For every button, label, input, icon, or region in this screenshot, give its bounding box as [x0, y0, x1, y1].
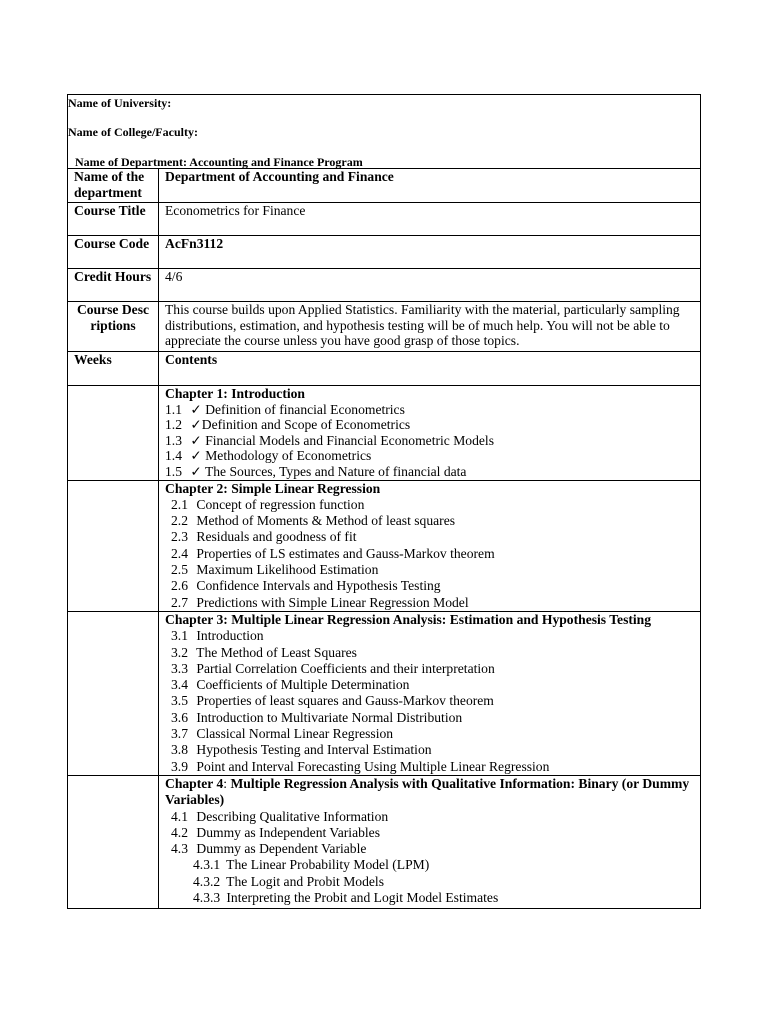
- chapter-cell: [159, 480, 701, 611]
- list-item: 4.1 Describing Qualitative Information: [171, 808, 389, 824]
- table-row: [68, 611, 701, 775]
- list-item: 4.3.1 The Linear Probability Model (LPM): [193, 857, 430, 873]
- department-label: Name of Department: Accounting and Finance Program: [75, 155, 363, 169]
- list-item: 3.1 Introduction: [171, 628, 264, 644]
- list-item: 2.7 Predictions with Simple Linear Regression Model: [171, 594, 469, 610]
- list-item: 1.4 ✓ Methodology of Econometrics: [165, 448, 372, 464]
- college-label: Name of College/Faculty:: [68, 125, 198, 139]
- chapter-cell: [159, 386, 701, 481]
- table-row: [68, 352, 701, 386]
- course-table: [67, 168, 701, 909]
- chapter-title: Chapter 3: Multiple Linear Regression Analysis: Estimation and Hypothesis Testing: [165, 611, 652, 627]
- row-value: Department of Accounting and Finance: [159, 169, 701, 203]
- list-item: 2.4 Properties of LS estimates and Gauss-Markov theorem: [171, 545, 495, 561]
- list-item: 2.1 Concept of regression function: [171, 496, 365, 512]
- row-label: Course Title: [68, 203, 159, 236]
- chapter-cell: [159, 611, 701, 775]
- table-row: [68, 480, 701, 611]
- table-row: [68, 386, 701, 481]
- list-item: 4.2 Dummy as Independent Variables: [171, 824, 381, 840]
- list-item: 4.3.3 Interpreting the Probit and Logit Model Estimates: [193, 889, 499, 905]
- course-document: [67, 94, 701, 909]
- university-label: Name of University:: [68, 96, 172, 110]
- row-value: Econometrics for Finance: [159, 203, 701, 236]
- list-item: 2.5 Maximum Likelihood Estimation: [171, 562, 379, 578]
- row-label: Name of the department: [68, 169, 159, 203]
- list-item: 2.2 Method of Moments & Method of least squares: [171, 513, 456, 529]
- list-item: 3.2 The Method of Least Squares: [171, 644, 357, 660]
- list-item: 3.6 Introduction to Multivariate Normal Distribution: [171, 709, 463, 725]
- chapter-title: Chapter 2: Simple Linear Regression: [165, 480, 381, 496]
- row-label: Course Code: [68, 236, 159, 269]
- weeks-header: Weeks: [68, 352, 159, 386]
- list-item: 3.7 Classical Normal Linear Regression: [171, 726, 394, 742]
- list-item: 2.3 Residuals and goodness of fit: [171, 529, 357, 545]
- list-item: 4.3.2 The Logit and Probit Models: [193, 873, 384, 889]
- list-item: 2.6 Confidence Intervals and Hypothesis Testing: [171, 578, 441, 594]
- list-item: 1.3 ✓ Financial Models and Financial Econometric Models: [165, 432, 494, 448]
- row-value: 4/6: [159, 269, 701, 302]
- document-header: [67, 94, 701, 168]
- table-row: [68, 169, 701, 203]
- list-item: 1.5 ✓ The Sources, Types and Nature of financial data: [165, 463, 467, 479]
- list-item: 3.9 Point and Interval Forecasting Using Multiple Linear Regression: [171, 758, 550, 774]
- list-item: 3.5 Properties of least squares and Gauss-Markov theorem: [171, 693, 494, 709]
- table-row: [68, 775, 701, 908]
- chapter-title: Chapter 4: Multiple Regression Analysis with Qualitative Information: Binary (or Dummy Variables): [165, 775, 690, 808]
- chapter-title: Chapter 1: Introduction: [165, 386, 305, 401]
- list-item: 1.2 ✓Definition and Scope of Econometrics: [165, 417, 411, 433]
- table-row: [68, 236, 701, 269]
- table-row: [68, 269, 701, 302]
- list-item: 3.4 Coefficients of Multiple Determination: [171, 677, 410, 693]
- row-label: Credit Hours: [68, 269, 159, 302]
- list-item: 3.8 Hypothesis Testing and Interval Estimation: [171, 742, 432, 758]
- contents-header: Contents: [159, 352, 701, 386]
- row-value: AcFn3112: [159, 236, 701, 269]
- row-label: Course Descriptions: [68, 302, 159, 352]
- list-item: 3.3 Partial Correlation Coefficients and their interpretation: [171, 660, 495, 676]
- row-value: This course builds upon Applied Statistics. Familiarity with the material, particularly sampling distributions, estimation, and hypothesis testing will be of much help. You will not be able to appreciate the course unless you have good grasp of those topics.: [159, 302, 701, 352]
- list-item: 4.3 Dummy as Dependent Variable: [171, 841, 367, 857]
- chapter-cell: [159, 775, 701, 908]
- table-row: [68, 302, 701, 352]
- list-item: 1.1 ✓ Definition of financial Econometrics: [165, 401, 405, 417]
- table-row: [68, 203, 701, 236]
